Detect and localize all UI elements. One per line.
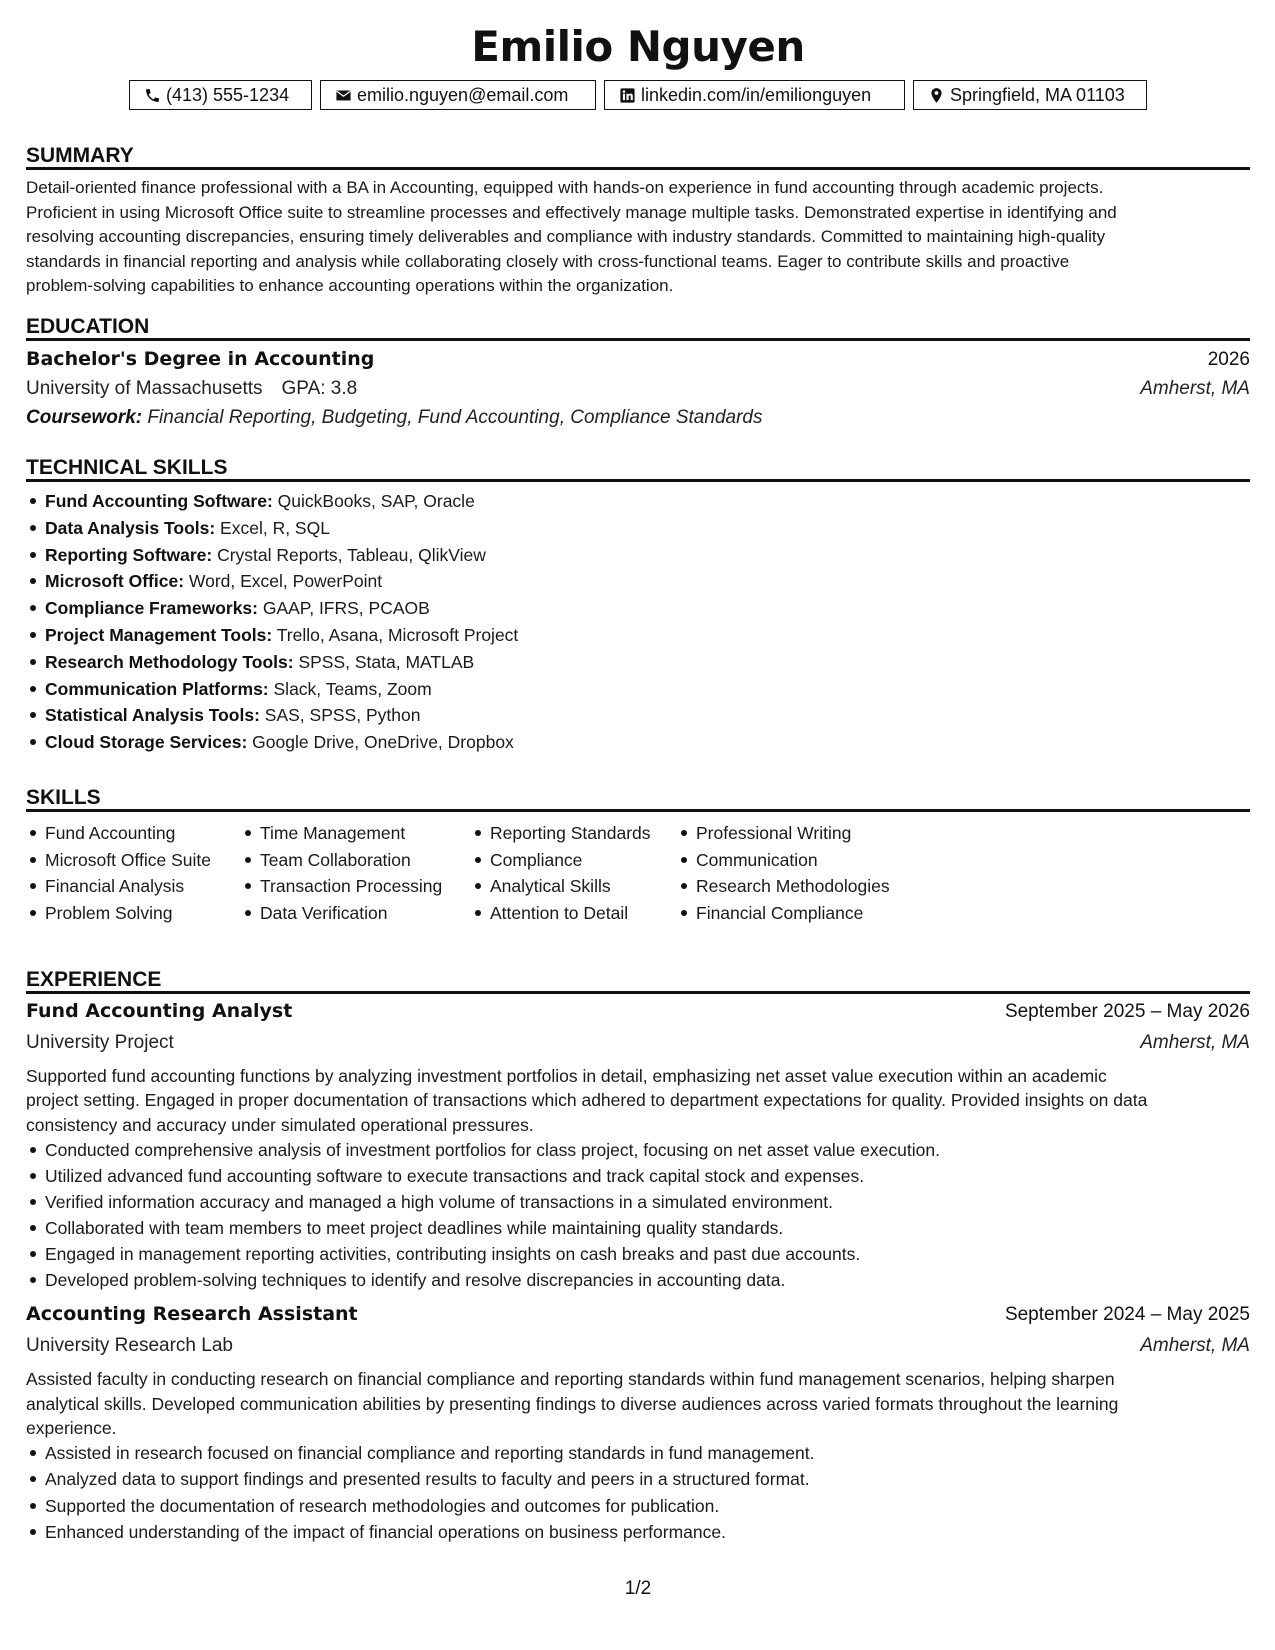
tech-skill-item	[26, 702, 1250, 729]
skills-grid	[26, 820, 1250, 926]
summary-text	[26, 176, 1250, 299]
tech-skill-item	[26, 488, 1250, 515]
job-bullet: Developed problem-solving techniques to identify and resolve discrepancies in accounting data.	[26, 1267, 1250, 1293]
summary-line: Proficient in using Microsoft Office suite to streamline processes and effectively manage multiple tasks. Demonstrated expertise in identifying and	[26, 202, 1117, 222]
experience-entry	[26, 1000, 1250, 1293]
tech-skill-value: QuickBooks, SAP, Oracle	[272, 491, 475, 511]
job-bullet: Assisted in research focused on financial compliance and reporting standards in fund management.	[26, 1440, 1250, 1466]
coursework-label: Coursework:	[26, 407, 143, 428]
tech-skill-item	[26, 649, 1250, 676]
job-bullet: Engaged in management reporting activities, contributing insights on cash breaks and past due accounts.	[26, 1241, 1250, 1267]
tech-skill-item	[26, 622, 1250, 649]
section-title-summary: SUMMARY	[26, 142, 1250, 170]
tech-skill-label: Compliance Frameworks:	[45, 598, 258, 619]
tech-skill-item	[26, 568, 1250, 595]
tech-skill-value: Slack, Teams, Zoom	[268, 678, 432, 699]
tech-skill-item	[26, 729, 1250, 756]
job-bullet: Conducted comprehensive analysis of investment portfolios for class project, focusing on net asset value execution.	[26, 1137, 1250, 1163]
job-bullet: Supported the documentation of research methodologies and outcomes for publication.	[26, 1493, 1250, 1519]
job-bullets	[26, 1137, 1250, 1294]
tech-skill-value: Trello, Asana, Microsoft Project	[272, 624, 519, 645]
phone-icon	[144, 87, 161, 104]
candidate-name: Emilio Nguyen	[471, 22, 805, 71]
job-dates: September 2024 – May 2025	[1004, 1304, 1250, 1326]
tech-skill-value: Excel, R, SQL	[215, 517, 330, 538]
section-title-education: EDUCATION	[26, 313, 1250, 341]
skill-item: Professional Writing	[677, 820, 937, 847]
coursework-line	[26, 407, 1250, 436]
tech-skill-label: Reporting Software:	[45, 544, 213, 565]
tech-skill-label: Statistical Analysis Tools:	[45, 705, 260, 726]
experience-entry	[26, 1303, 1250, 1544]
skills-column	[241, 820, 471, 926]
tech-skill-item	[26, 542, 1250, 569]
job-bullet: Utilized advanced fund accounting software to execute transactions and track capital stock and expenses.	[26, 1163, 1250, 1189]
skill-item: Research Methodologies	[677, 873, 937, 900]
tech-skill-value: GAAP, IFRS, PCAOB	[257, 598, 430, 619]
tech-skill-value: Crystal Reports, Tableau, QlikView	[212, 544, 486, 565]
job-org-row	[26, 1335, 1250, 1367]
envelope-icon	[335, 87, 352, 104]
contact-email[interactable]	[320, 80, 596, 110]
section-title-skills: SKILLS	[26, 784, 1250, 812]
summary-line: standards in financial reporting and analysis while collaborating closely with cross-functional teams. Eager to contribute skills and proactive	[26, 251, 1070, 271]
tech-skill-value: Google Drive, OneDrive, Dropbox	[247, 732, 514, 753]
job-org-row	[26, 1032, 1250, 1064]
tech-skill-label: Fund Accounting Software:	[45, 491, 273, 511]
tech-skill-label: Cloud Storage Services:	[45, 732, 248, 753]
job-title: Fund Accounting Analyst	[26, 1000, 293, 1022]
skills-column	[677, 820, 937, 926]
job-organization: University Research Lab	[26, 1335, 233, 1357]
map-pin-icon	[928, 87, 945, 104]
skill-item: Financial Compliance	[677, 900, 937, 927]
skill-item: Microsoft Office Suite	[26, 847, 241, 874]
email-text: emilio.nguyen@email.com	[357, 84, 569, 105]
experience-section	[26, 966, 1250, 1545]
tech-skill-value: SAS, SPSS, Python	[259, 705, 421, 726]
phone-text: (413) 555-1234	[166, 84, 290, 105]
education-section	[26, 313, 1250, 436]
school-location: Amherst, MA	[1140, 378, 1250, 399]
job-bullet: Analyzed data to support findings and presented results to faculty and peers in a structured format.	[26, 1466, 1250, 1492]
job-description-line: consistency and accuracy under simulated operational pressures.	[26, 1114, 534, 1135]
summary-line: problem-solving capabilities to enhance accounting operations within the organization.	[26, 276, 674, 296]
job-bullets	[26, 1440, 1250, 1544]
technical-skills-list	[26, 488, 1250, 756]
job-bullet: Collaborated with team members to meet project deadlines while maintaining quality standards.	[26, 1215, 1250, 1241]
skill-item: Team Collaboration	[241, 847, 471, 874]
tech-skill-label: Microsoft Office:	[45, 571, 185, 592]
section-title-technical-skills: TECHNICAL SKILLS	[26, 454, 1250, 482]
page-number: 1/2	[624, 1578, 652, 1599]
education-header-row	[26, 348, 1250, 378]
education-school-row	[26, 378, 1250, 407]
location-text: Springfield, MA 01103	[950, 84, 1125, 105]
job-location: Amherst, MA	[1140, 1335, 1250, 1357]
skill-item: Fund Accounting	[26, 820, 241, 847]
skill-item: Compliance	[471, 847, 677, 874]
job-description	[26, 1367, 1250, 1440]
job-bullet: Enhanced understanding of the impact of financial operations on business performance.	[26, 1519, 1250, 1545]
graduation-year: 2026	[1207, 349, 1250, 370]
school-gpa: University of Massachusetts GPA: 3.8	[26, 378, 358, 399]
job-bullet: Verified information accuracy and managed a high volume of transactions in a simulated environment.	[26, 1189, 1250, 1215]
job-title: Accounting Research Assistant	[26, 1303, 358, 1326]
job-organization: University Project	[26, 1032, 174, 1053]
skill-item: Reporting Standards	[471, 820, 677, 847]
job-header-row	[26, 1303, 1250, 1335]
skill-item: Attention to Detail	[471, 900, 677, 927]
skills-section	[26, 784, 1250, 926]
contact-bar	[26, 80, 1250, 110]
job-description-line: project setting. Engaged in proper documentation of transactions which adhered to department expectations for quality. Provided insights on data	[26, 1090, 1148, 1111]
linkedin-text: linkedin.com/in/emilionguyen	[641, 84, 872, 105]
skill-item: Communication	[677, 847, 937, 874]
skill-item: Problem Solving	[26, 900, 241, 927]
technical-skills-section	[26, 454, 1250, 756]
job-dates: September 2025 – May 2026	[1004, 1001, 1250, 1022]
job-location: Amherst, MA	[1140, 1032, 1250, 1053]
job-description-line: experience.	[26, 1418, 117, 1439]
tech-skill-value: SPSS, Stata, MATLAB	[293, 651, 475, 672]
coursework-text: Financial Reporting, Budgeting, Fund Accounting, Compliance Standards	[142, 407, 763, 428]
skills-column	[471, 820, 677, 926]
tech-skill-item	[26, 595, 1250, 622]
skill-item: Time Management	[241, 820, 471, 847]
skill-item: Transaction Processing	[241, 873, 471, 900]
contact-location	[913, 80, 1147, 110]
job-description-line: Assisted faculty in conducting research on financial compliance and reporting standards within fund management scenarios, helping sharpen	[26, 1369, 1115, 1390]
tech-skill-value: Word, Excel, PowerPoint	[184, 571, 383, 592]
job-description-line: Supported fund accounting functions by analyzing investment portfolios in detail, emphasizing net asset value execution within an academic	[26, 1066, 1107, 1086]
job-description	[26, 1064, 1250, 1137]
skill-item: Analytical Skills	[471, 873, 677, 900]
tech-skill-label: Data Analysis Tools:	[45, 517, 216, 538]
tech-skill-label: Project Management Tools:	[45, 624, 273, 645]
skill-item: Financial Analysis	[26, 873, 241, 900]
skills-column	[26, 820, 241, 926]
skill-item: Data Verification	[241, 900, 471, 927]
summary-section	[26, 142, 1250, 299]
job-header-row	[26, 1000, 1250, 1032]
summary-line: resolving accounting discrepancies, ensuring timely deliverables and compliance with industry standards. Committed to maintaining high-quality	[26, 227, 1106, 247]
job-description-line: analytical skills. Developed communication abilities by presenting findings to diverse audiences across varied formats throughout the learning	[26, 1393, 1119, 1414]
resume-page	[26, 0, 1250, 1650]
contact-phone[interactable]	[129, 80, 312, 110]
degree-title: Bachelor's Degree in Accounting	[26, 348, 375, 370]
tech-skill-label: Research Methodology Tools:	[45, 651, 294, 672]
summary-line: Detail-oriented finance professional with a BA in Accounting, equipped with hands-on experience in fund accounting through academic projects.	[26, 178, 1104, 197]
section-title-experience: EXPERIENCE	[26, 966, 1250, 994]
tech-skill-item	[26, 676, 1250, 703]
contact-linkedin[interactable]	[604, 80, 905, 110]
linkedin-icon	[619, 87, 636, 104]
tech-skill-item	[26, 515, 1250, 542]
tech-skill-label: Communication Platforms:	[45, 678, 269, 699]
